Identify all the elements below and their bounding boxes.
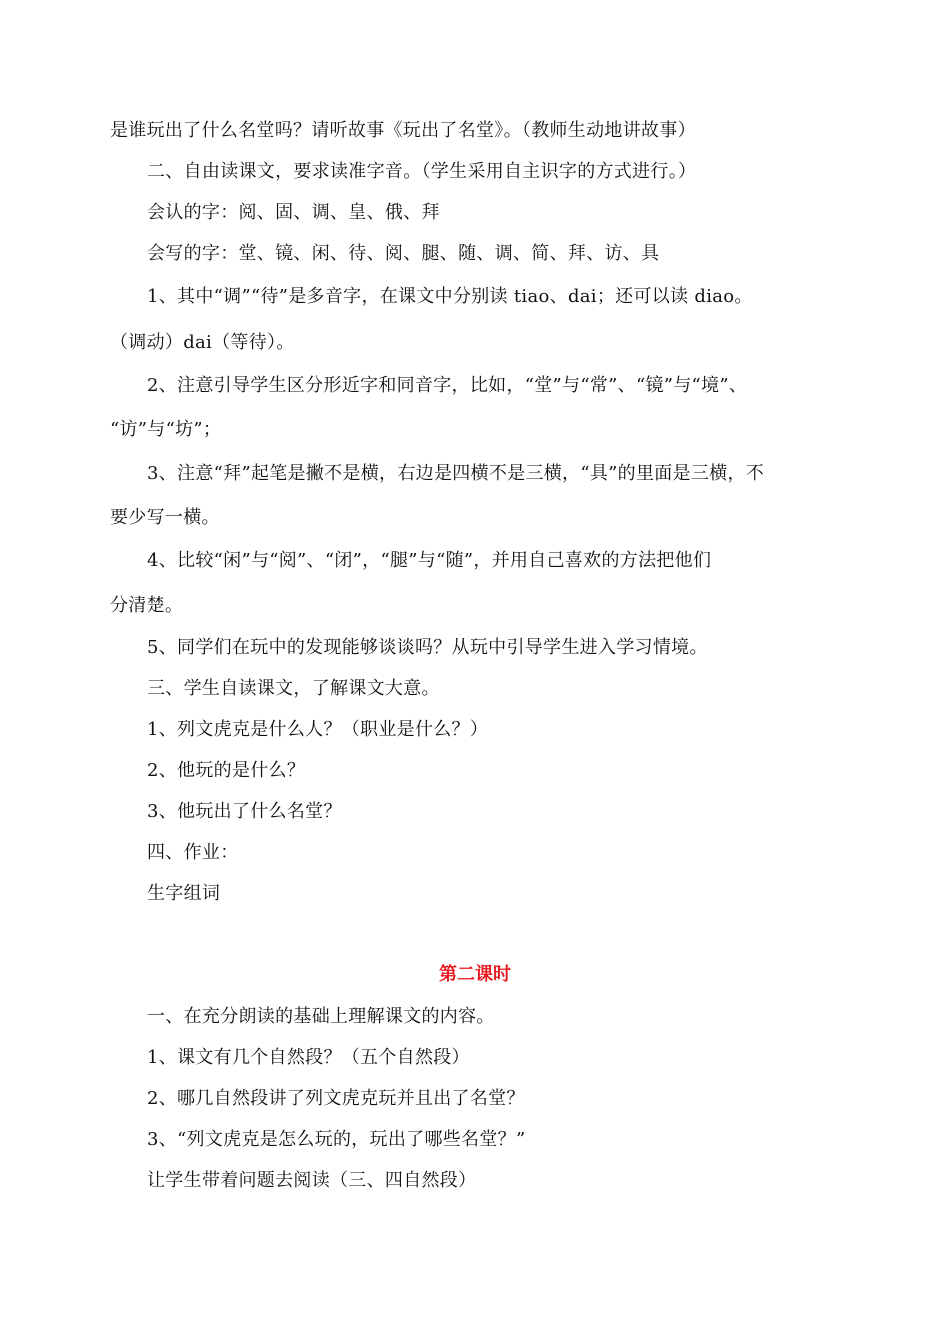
paragraph-line: 生字组词: [147, 883, 221, 904]
section-heading-3: 三、学生自读课文，了解课文大意。: [147, 678, 440, 699]
paragraph-line: （调动）dai（等待）。: [110, 332, 295, 353]
section-heading-2: 二、自由读课文，要求读准字音。（学生采用自主识字的方式进行。）: [147, 161, 697, 182]
paragraph-line: “访”与“坊”；: [110, 419, 222, 440]
list-item: 4、比较“闲”与“阅”、“闭”，“腿”与“随”，并用自己喜欢的方法把他们: [147, 550, 712, 571]
list-item: 5、同学们在玩中的发现能够谈谈吗？从玩中引导学生进入学习情境。: [147, 637, 708, 658]
paragraph-line: 是谁玩出了什么名堂吗？请听故事《玩出了名堂》。（教师生动地讲故事）: [110, 120, 696, 141]
lesson-heading: 第二课时: [439, 964, 511, 985]
paragraph-line: 会认的字：阅、固、调、皇、俄、拜: [147, 202, 440, 223]
list-item: 1、课文有几个自然段？（五个自然段）: [147, 1047, 470, 1068]
list-item: 2、哪几自然段讲了列文虎克玩并且出了名堂？: [147, 1088, 525, 1109]
list-item: 3、他玩出了什么名堂？: [147, 801, 342, 822]
list-item: 1、列文虎克是什么人？（职业是什么？）: [147, 719, 489, 740]
paragraph-line: 分清楚。: [110, 595, 184, 616]
paragraph-line: 会写的字：堂、镜、闲、待、阅、腿、随、调、简、拜、访、具: [147, 243, 660, 264]
list-item: 2、注意引导学生区分形近字和同音字，比如，“堂”与“常”、“镜”与“境”、: [147, 375, 748, 396]
list-item: 3、“列文虎克是怎么玩的，玩出了哪些名堂？”: [147, 1129, 526, 1150]
section-heading-4: 四、作业：: [147, 842, 239, 863]
list-item: 3、注意“拜”起笔是撇不是横，右边是四横不是三横，“具”的里面是三横，不: [147, 463, 765, 484]
paragraph-line: 要少写一横。: [110, 507, 220, 528]
list-item: 2、他玩的是什么？: [147, 760, 306, 781]
paragraph-line: 让学生带着问题去阅读（三、四自然段）: [147, 1170, 477, 1191]
section-heading-1: 一、在充分朗读的基础上理解课文的内容。: [147, 1006, 495, 1027]
list-item: 1、其中“调”“待”是多音字，在课文中分别读 tiao、dai；还可以读 diao。: [147, 286, 753, 307]
